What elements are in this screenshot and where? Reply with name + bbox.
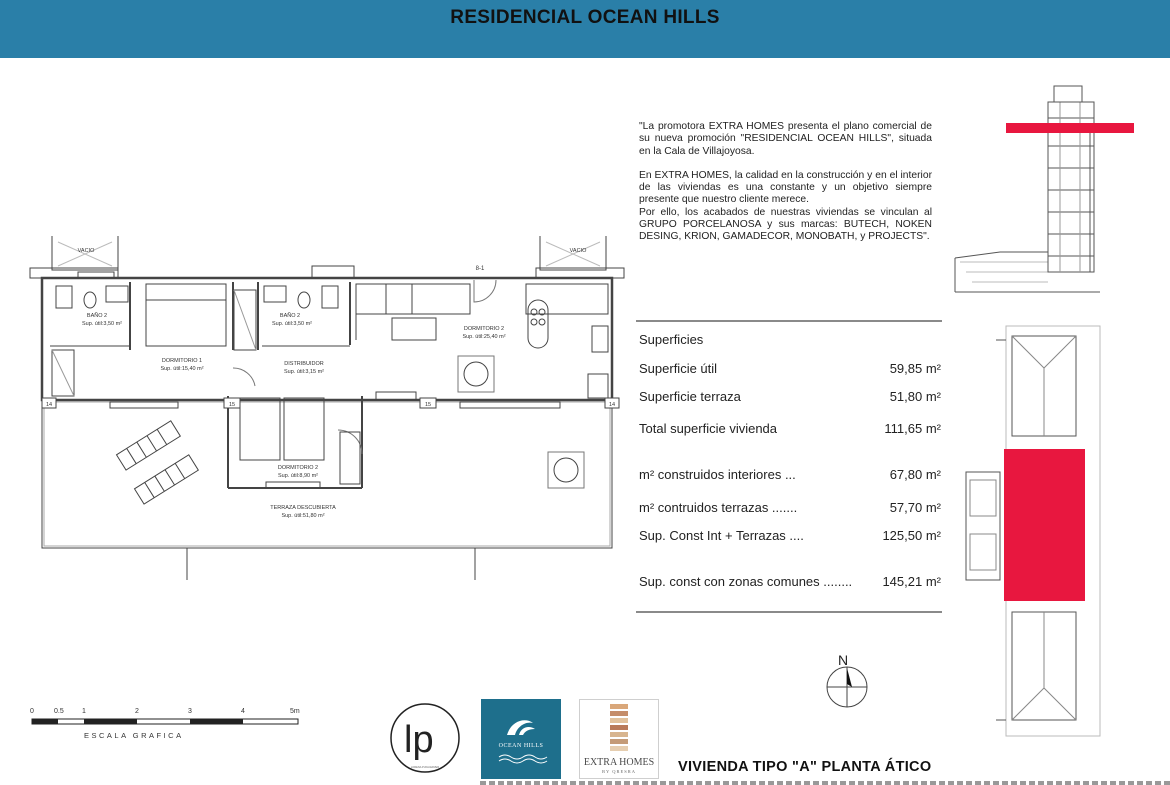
surface-label: Total superficie vivienda: [639, 421, 778, 436]
tag-15-right: 15: [424, 402, 432, 408]
extra-homes-logo-subtext: BY QRESRA: [602, 769, 636, 774]
extra-homes-logo-text: EXTRA HOMES: [583, 757, 655, 768]
unit-highlight: [1004, 449, 1085, 601]
tag-14-left: 14: [45, 402, 53, 408]
stripes-icon: [580, 700, 658, 756]
surface-label: Sup. const con zonas comunes ........: [639, 574, 853, 589]
dormitorio1-name: DORMITORIO 1: [161, 358, 203, 364]
tag-15-left: 15: [228, 402, 236, 408]
intro-paragraph-3: Por ello, los acabados de nuestras viviendas se vinculan al GRUPO PORCELANOSA y sus marcas: BUTECH, NOKEN DESING, KRION, GAMADECOR, MONOBATH, y PROJECTS".: [639, 206, 932, 243]
scale-tick-label: 2: [135, 708, 139, 715]
dormitorio2-small-name: DORMITORIO 2: [277, 465, 319, 471]
distribuidor-area: Sup. útil:3,15 m²: [283, 369, 325, 375]
scale-tick-label: 0: [30, 708, 34, 715]
surface-value: 51,80 m²: [889, 389, 941, 404]
surface-row: [639, 361, 941, 379]
dormitorio2-small-area: Sup. útil:8,90 m²: [277, 473, 319, 479]
surfaces-top-rule: [636, 320, 942, 322]
door-code-label: 8-1: [475, 266, 485, 272]
surface-value: 145,21 m²: [882, 574, 941, 589]
floor-highlight-bar: [1006, 123, 1134, 133]
surface-value: 67,80 m²: [889, 467, 941, 482]
surfaces-bottom-rule: [636, 611, 942, 613]
scale-tick-label: 4: [241, 708, 245, 715]
dormitorio2-main-name: DORMITORIO 2: [463, 326, 505, 332]
extra-homes-logo: [579, 699, 659, 779]
surface-value: 111,65 m²: [884, 421, 941, 436]
distribuidor-name: DISTRIBUIDOR: [284, 361, 324, 367]
bano-right-area: Sup. útil:3,50 m²: [271, 321, 313, 327]
terraza-name: TERRAZA DESCUBIERTA: [270, 505, 336, 511]
intro-paragraph-1: "La promotora EXTRA HOMES presenta el plano comercial de su nueva promoción "RESIDENCIAL OCEAN HILLS", situada en la Cala de Villajoyosa.: [639, 121, 932, 157]
lp-logo-mark: lp: [404, 719, 434, 761]
dormitorio2-main-area: Sup. útil:25,40 m²: [462, 334, 506, 340]
surface-row: [639, 421, 941, 439]
scale-bar: [32, 719, 298, 724]
compass-label: N: [838, 652, 849, 668]
intro-text: [639, 121, 932, 244]
surface-value: 125,50 m²: [882, 528, 941, 543]
lp-logo-sub: LORENA PUIGCERVER: [410, 766, 440, 769]
intro-paragraph-2: En EXTRA HOMES, la calidad en la construcción y en el interior de las viviendas es una constante y un objetivo siempre presente que nuestro cliente merece.: [639, 169, 932, 206]
scale-tick-label: 5m: [290, 708, 300, 715]
scale-tick-label: 3: [188, 708, 192, 715]
scale-caption: ESCALA GRAFICA: [84, 731, 184, 740]
bano-right-name: BAÑO 2: [279, 313, 301, 319]
surface-value: 57,70 m²: [889, 500, 941, 515]
vivienda-type-title: VIVIENDA TIPO "A" PLANTA ÁTICO: [678, 759, 932, 775]
ocean-hills-logo: [481, 699, 561, 779]
dormitorio1-area: Sup. útil:15,40 m²: [160, 366, 204, 372]
surface-row: [639, 574, 941, 592]
surface-label: Superficie útil: [639, 361, 718, 376]
surface-value: 59,85 m²: [889, 361, 941, 376]
bano-left-name: BAÑO 2: [86, 313, 108, 319]
wave-icon: [481, 699, 561, 779]
surface-label: m² construidos interiores ...: [639, 467, 796, 482]
ocean-hills-logo-text: OCEAN HILLS: [498, 743, 544, 749]
north-compass: [827, 652, 867, 707]
surfaces-title: Superficies: [639, 332, 704, 347]
bano-left-area: Sup. útil:3,50 m²: [81, 321, 123, 327]
surface-row: [639, 389, 941, 407]
vacio-right-label: VACIO: [569, 248, 587, 254]
tag-14-right: 14: [608, 402, 616, 408]
vacio-left-label: VACIO: [77, 248, 95, 254]
scale-tick-label: 1: [82, 708, 86, 715]
surface-label: Sup. Const Int + Terrazas ....: [639, 528, 804, 543]
surface-row: [639, 467, 941, 485]
surface-row: [639, 500, 941, 518]
surface-label: m² contruidos terrazas .......: [639, 500, 798, 515]
scale-tick-label: 0.5: [54, 708, 64, 715]
footer-disclaimer-strip: [480, 781, 1170, 785]
surface-label: Superficie terraza: [639, 389, 741, 404]
building-section: [955, 86, 1100, 292]
page-title: RESIDENCIAL OCEAN HILLS: [450, 7, 720, 28]
terraza-area: Sup. útil:51,80 m²: [281, 513, 325, 519]
surface-row: [639, 528, 941, 546]
lp-logo: [391, 704, 459, 772]
